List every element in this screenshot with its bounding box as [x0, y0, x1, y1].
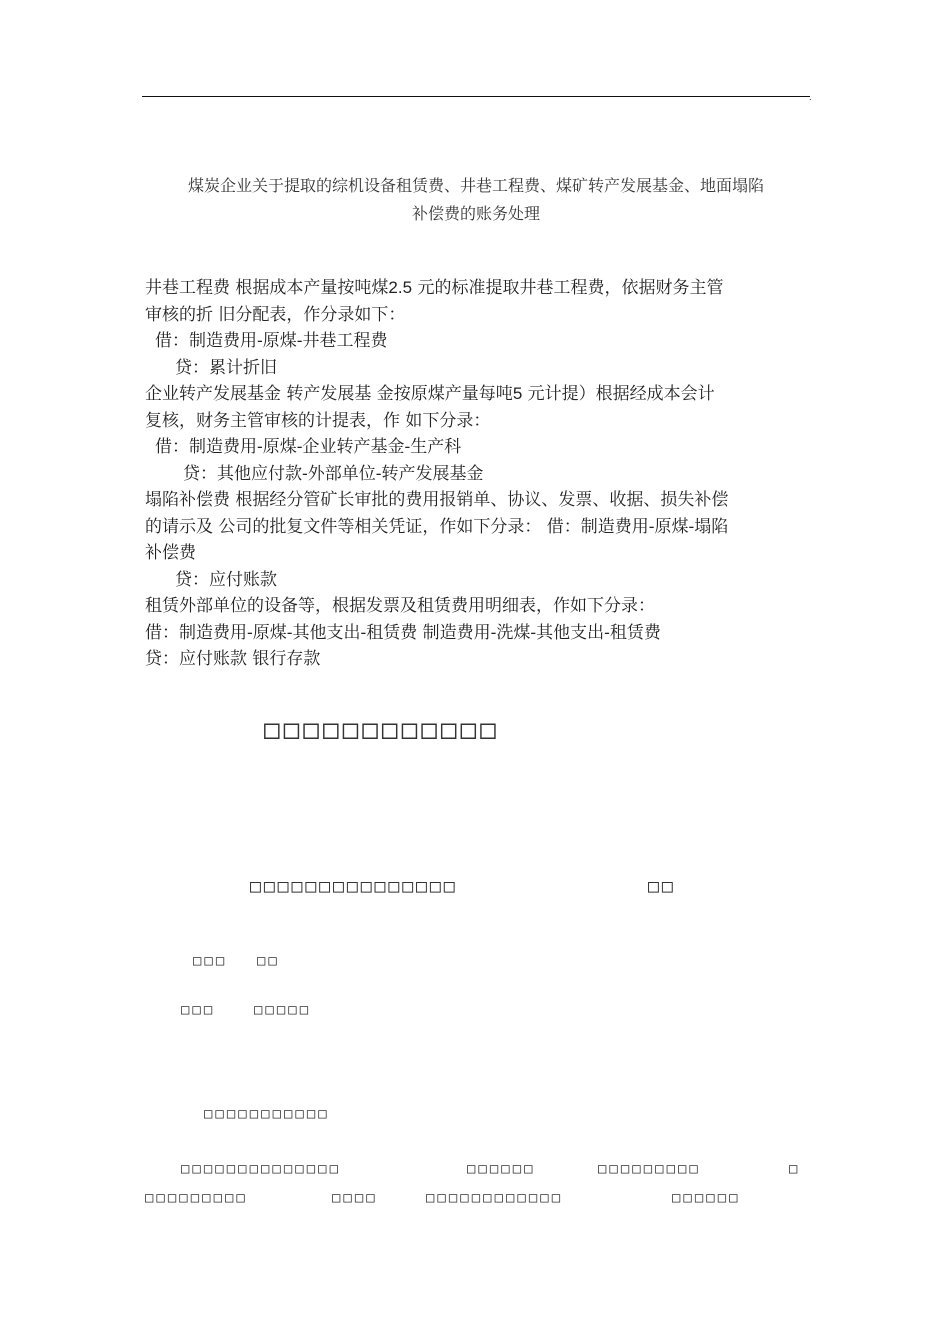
garbled-text: □□□□□□□□□	[598, 1161, 701, 1177]
garbled-text: □□□□□	[254, 1002, 312, 1018]
garbled-text: □	[789, 1161, 801, 1177]
para-tunnel-line-2: 审核的折 旧分配表，作分录如下：	[145, 304, 406, 325]
entry-debit: 借：制造费用-原煤-企业转产基金-生产科	[155, 437, 462, 457]
garbled-subheading: □□□□□□□□□□□□□□□	[250, 876, 458, 897]
garbled-text: □□□	[193, 953, 228, 969]
document-body	[145, 275, 810, 673]
entry-credit: 贷：其他应付款-外部单位-转产发展基金	[183, 463, 484, 484]
rate-number: 2.5	[388, 278, 413, 297]
text-run: 井巷工程费 根据成本产量按吨煤	[145, 278, 389, 298]
para-lease-line-1: 租赁外部单位的设备等，根据发票及租赁费用明细表，作如下分录：	[145, 596, 655, 616]
top-rule	[142, 96, 810, 97]
title-line-1: 煤炭企业关于提取的综机设备租赁费、井巷工程费、煤矿转产发展基金、地面塌陷	[187, 176, 764, 195]
garbled-text: □□□□□□□□□	[145, 1190, 248, 1206]
entry-debit: 借：制造费用-原煤-井巷工程费	[155, 331, 388, 351]
garbled-text: □□□	[181, 1002, 216, 1018]
para-subsidence-line-1: 塌陷补偿费 根据经分管矿长审批的费用报销单、协议、发票、收据、损失补偿	[145, 490, 729, 510]
text-run: 元的标准提取井巷工程费，依据财务主管	[412, 278, 724, 298]
entry-credit: 贷：应付账款	[175, 569, 277, 590]
garbled-text: □□□□□□□□□□□	[204, 1106, 330, 1122]
document-title	[142, 172, 810, 228]
garbled-text: □□□□□□	[672, 1190, 741, 1206]
garbled-text: □□□□□□□□□□□□□□	[181, 1161, 342, 1177]
garbled-heading: □□□□□□□□□□□□	[264, 715, 500, 745]
para-fund-line-1	[145, 381, 810, 408]
title-line-2: 补偿费的账务处理	[411, 204, 540, 223]
garbled-text: □□□□□□□□□□□□	[426, 1190, 564, 1206]
garbled-subheading-right: □□	[648, 876, 676, 897]
rule-mark: .	[809, 93, 812, 102]
garbled-text: □□□□	[332, 1190, 378, 1206]
para-fund-line-2: 复核，财务主管审核的计提表，作 如下分录：	[145, 410, 491, 431]
para-tunnel-line-1	[145, 275, 810, 302]
para-lease-line-2: 借：制造费用-原煤-其他支出-租赁费 制造费用-洗煤-其他支出-租赁费	[145, 622, 661, 643]
garbled-text: □□□□□□	[467, 1161, 536, 1177]
para-subsidence-line-2: 的请示及 公司的批复文件等相关凭证，作如下分录： 借：制造费用-原煤-塌陷	[145, 516, 729, 537]
text-run: 元计提）根据经成本会计	[522, 384, 715, 404]
para-lease-line-3: 贷：应付账款 银行存款	[145, 649, 321, 669]
rate-number: 5	[512, 384, 523, 403]
text-run: 企业转产发展基金 转产发展基 金按原煤产量每吨	[145, 384, 513, 404]
garbled-text: □□	[257, 953, 280, 969]
entry-credit: 贷：累计折旧	[175, 357, 277, 378]
para-subsidence-line-3: 补偿费	[145, 543, 196, 563]
